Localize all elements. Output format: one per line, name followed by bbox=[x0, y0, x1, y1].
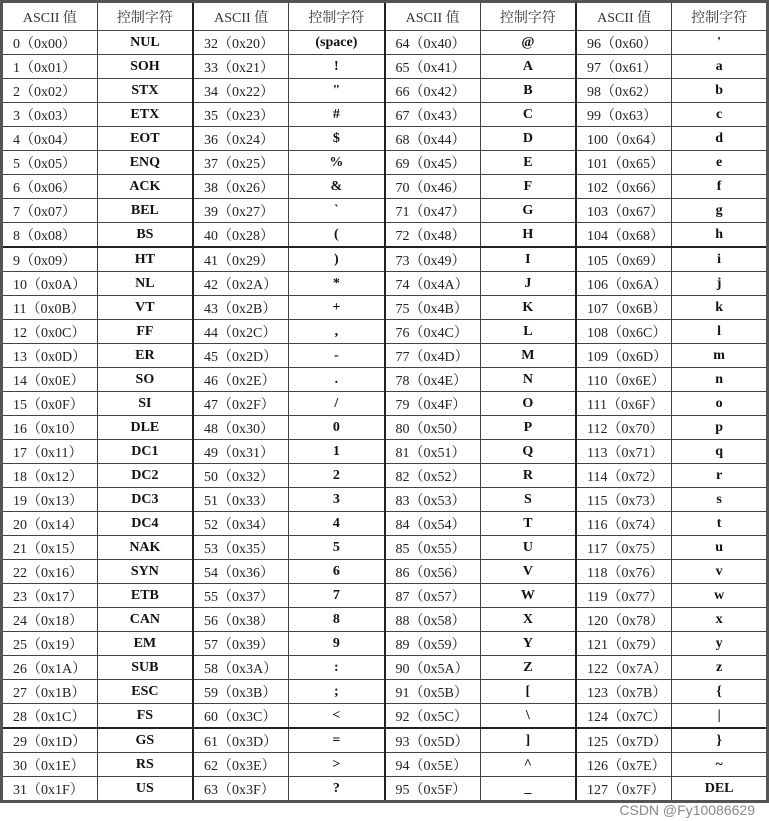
table-row bbox=[2, 151, 768, 175]
table-row bbox=[2, 392, 768, 416]
char-cell: [ bbox=[480, 680, 576, 704]
ascii-value-cell: 47（0x2F） bbox=[193, 392, 289, 416]
ascii-value-cell: 4（0x04） bbox=[2, 127, 98, 151]
ascii-value-cell: 117（0x75） bbox=[576, 536, 672, 560]
char-cell: US bbox=[97, 777, 193, 802]
ascii-value-cell: 3（0x03） bbox=[2, 103, 98, 127]
ascii-value-cell: 38（0x26） bbox=[193, 175, 289, 199]
ascii-value-cell: 71（0x47） bbox=[385, 199, 481, 223]
char-cell: NAK bbox=[97, 536, 193, 560]
char-cell: R bbox=[480, 464, 576, 488]
ascii-value-cell: 13（0x0D） bbox=[2, 344, 98, 368]
table-row bbox=[2, 728, 768, 753]
ascii-value-cell: 66（0x42） bbox=[385, 79, 481, 103]
ascii-value-cell: 28（0x1C） bbox=[2, 704, 98, 729]
ascii-value-cell: 84（0x54） bbox=[385, 512, 481, 536]
char-cell: ! bbox=[289, 55, 385, 79]
table-row bbox=[2, 55, 768, 79]
ascii-value-cell: 35（0x23） bbox=[193, 103, 289, 127]
table-row bbox=[2, 344, 768, 368]
table-row bbox=[2, 512, 768, 536]
char-cell: k bbox=[672, 296, 768, 320]
ascii-value-cell: 126（0x7E） bbox=[576, 753, 672, 777]
char-cell: i bbox=[672, 247, 768, 272]
char-cell: z bbox=[672, 656, 768, 680]
char-cell: ; bbox=[289, 680, 385, 704]
ascii-value-cell: 76（0x4C） bbox=[385, 320, 481, 344]
ascii-value-cell: 86（0x56） bbox=[385, 560, 481, 584]
ascii-value-cell: 33（0x21） bbox=[193, 55, 289, 79]
table-row bbox=[2, 272, 768, 296]
char-cell: } bbox=[672, 728, 768, 753]
ascii-value-cell: 57（0x39） bbox=[193, 632, 289, 656]
ascii-value-cell: 96（0x60） bbox=[576, 31, 672, 55]
char-cell: n bbox=[672, 368, 768, 392]
ascii-value-cell: 43（0x2B） bbox=[193, 296, 289, 320]
ascii-value-cell: 42（0x2A） bbox=[193, 272, 289, 296]
char-cell: y bbox=[672, 632, 768, 656]
char-cell: f bbox=[672, 175, 768, 199]
ascii-value-cell: 29（0x1D） bbox=[2, 728, 98, 753]
char-cell: > bbox=[289, 753, 385, 777]
ascii-value-cell: 125（0x7D） bbox=[576, 728, 672, 753]
char-cell: C bbox=[480, 103, 576, 127]
ascii-value-cell: 6（0x06） bbox=[2, 175, 98, 199]
ascii-value-cell: 14（0x0E） bbox=[2, 368, 98, 392]
char-cell: 0 bbox=[289, 416, 385, 440]
table-row bbox=[2, 680, 768, 704]
ascii-value-cell: 41（0x29） bbox=[193, 247, 289, 272]
ascii-value-cell: 11（0x0B） bbox=[2, 296, 98, 320]
char-cell: L bbox=[480, 320, 576, 344]
ascii-value-cell: 45（0x2D） bbox=[193, 344, 289, 368]
ascii-value-cell: 67（0x43） bbox=[385, 103, 481, 127]
ascii-value-cell: 68（0x44） bbox=[385, 127, 481, 151]
char-cell: o bbox=[672, 392, 768, 416]
ascii-value-cell: 36（0x24） bbox=[193, 127, 289, 151]
header-ascii-value: ASCII 值 bbox=[2, 2, 98, 31]
char-cell: K bbox=[480, 296, 576, 320]
char-cell: DC4 bbox=[97, 512, 193, 536]
char-cell: c bbox=[672, 103, 768, 127]
ascii-value-cell: 65（0x41） bbox=[385, 55, 481, 79]
ascii-value-cell: 89（0x59） bbox=[385, 632, 481, 656]
char-cell: T bbox=[480, 512, 576, 536]
ascii-value-cell: 75（0x4B） bbox=[385, 296, 481, 320]
char-cell: & bbox=[289, 175, 385, 199]
ascii-value-cell: 80（0x50） bbox=[385, 416, 481, 440]
ascii-value-cell: 79（0x4F） bbox=[385, 392, 481, 416]
char-cell: m bbox=[672, 344, 768, 368]
char-cell: I bbox=[480, 247, 576, 272]
header-control-char: 控制字符 bbox=[672, 2, 768, 31]
char-cell: BS bbox=[97, 223, 193, 248]
char-cell: b bbox=[672, 79, 768, 103]
ascii-value-cell: 110（0x6E） bbox=[576, 368, 672, 392]
char-cell: DC3 bbox=[97, 488, 193, 512]
table-row bbox=[2, 656, 768, 680]
char-cell: DC2 bbox=[97, 464, 193, 488]
char-cell: H bbox=[480, 223, 576, 248]
char-cell: | bbox=[672, 704, 768, 729]
char-cell: q bbox=[672, 440, 768, 464]
ascii-value-cell: 113（0x71） bbox=[576, 440, 672, 464]
char-cell: % bbox=[289, 151, 385, 175]
table-row bbox=[2, 368, 768, 392]
ascii-value-cell: 103（0x67） bbox=[576, 199, 672, 223]
char-cell: , bbox=[289, 320, 385, 344]
table-row bbox=[2, 79, 768, 103]
ascii-value-cell: 22（0x16） bbox=[2, 560, 98, 584]
char-cell: STX bbox=[97, 79, 193, 103]
char-cell: h bbox=[672, 223, 768, 248]
ascii-value-cell: 81（0x51） bbox=[385, 440, 481, 464]
char-cell: S bbox=[480, 488, 576, 512]
char-cell: _ bbox=[480, 777, 576, 802]
char-cell: B bbox=[480, 79, 576, 103]
ascii-value-cell: 32（0x20） bbox=[193, 31, 289, 55]
char-cell: M bbox=[480, 344, 576, 368]
ascii-value-cell: 102（0x66） bbox=[576, 175, 672, 199]
char-cell: NUL bbox=[97, 31, 193, 55]
ascii-value-cell: 46（0x2E） bbox=[193, 368, 289, 392]
ascii-value-cell: 37（0x25） bbox=[193, 151, 289, 175]
char-cell: V bbox=[480, 560, 576, 584]
char-cell: - bbox=[289, 344, 385, 368]
table-row bbox=[2, 777, 768, 802]
ascii-value-cell: 60（0x3C） bbox=[193, 704, 289, 729]
ascii-value-cell: 54（0x36） bbox=[193, 560, 289, 584]
ascii-value-cell: 120（0x78） bbox=[576, 608, 672, 632]
ascii-value-cell: 40（0x28） bbox=[193, 223, 289, 248]
ascii-value-cell: 24（0x18） bbox=[2, 608, 98, 632]
char-cell: Q bbox=[480, 440, 576, 464]
char-cell: r bbox=[672, 464, 768, 488]
char-cell: 3 bbox=[289, 488, 385, 512]
char-cell: e bbox=[672, 151, 768, 175]
char-cell: = bbox=[289, 728, 385, 753]
char-cell: SUB bbox=[97, 656, 193, 680]
char-cell: DC1 bbox=[97, 440, 193, 464]
ascii-value-cell: 114（0x72） bbox=[576, 464, 672, 488]
ascii-value-cell: 109（0x6D） bbox=[576, 344, 672, 368]
char-cell: ETB bbox=[97, 584, 193, 608]
char-cell: ETX bbox=[97, 103, 193, 127]
table-row bbox=[2, 416, 768, 440]
char-cell: Z bbox=[480, 656, 576, 680]
ascii-value-cell: 20（0x14） bbox=[2, 512, 98, 536]
ascii-value-cell: 21（0x15） bbox=[2, 536, 98, 560]
header-control-char: 控制字符 bbox=[97, 2, 193, 31]
char-cell: J bbox=[480, 272, 576, 296]
table-row bbox=[2, 488, 768, 512]
char-cell: BEL bbox=[97, 199, 193, 223]
ascii-value-cell: 78（0x4E） bbox=[385, 368, 481, 392]
char-cell: HT bbox=[97, 247, 193, 272]
ascii-value-cell: 119（0x77） bbox=[576, 584, 672, 608]
char-cell: : bbox=[289, 656, 385, 680]
table-row bbox=[2, 127, 768, 151]
ascii-value-cell: 99（0x63） bbox=[576, 103, 672, 127]
char-cell: NL bbox=[97, 272, 193, 296]
table-row bbox=[2, 31, 768, 55]
char-cell: X bbox=[480, 608, 576, 632]
ascii-value-cell: 58（0x3A） bbox=[193, 656, 289, 680]
ascii-value-cell: 112（0x70） bbox=[576, 416, 672, 440]
char-cell: E bbox=[480, 151, 576, 175]
char-cell: { bbox=[672, 680, 768, 704]
ascii-value-cell: 90（0x5A） bbox=[385, 656, 481, 680]
ascii-value-cell: 94（0x5E） bbox=[385, 753, 481, 777]
ascii-value-cell: 31（0x1F） bbox=[2, 777, 98, 802]
ascii-value-cell: 51（0x33） bbox=[193, 488, 289, 512]
table-row bbox=[2, 320, 768, 344]
ascii-value-cell: 108（0x6C） bbox=[576, 320, 672, 344]
char-cell: a bbox=[672, 55, 768, 79]
ascii-value-cell: 62（0x3E） bbox=[193, 753, 289, 777]
ascii-value-cell: 26（0x1A） bbox=[2, 656, 98, 680]
char-cell: t bbox=[672, 512, 768, 536]
char-cell: ENQ bbox=[97, 151, 193, 175]
char-cell: v bbox=[672, 560, 768, 584]
char-cell: 1 bbox=[289, 440, 385, 464]
char-cell: x bbox=[672, 608, 768, 632]
ascii-value-cell: 127（0x7F） bbox=[576, 777, 672, 802]
table-row bbox=[2, 223, 768, 248]
char-cell: ] bbox=[480, 728, 576, 753]
ascii-value-cell: 100（0x64） bbox=[576, 127, 672, 151]
watermark: CSDN @Fy10086629 bbox=[619, 802, 755, 818]
ascii-value-cell: 77（0x4D） bbox=[385, 344, 481, 368]
ascii-value-cell: 0（0x00） bbox=[2, 31, 98, 55]
char-cell: SYN bbox=[97, 560, 193, 584]
ascii-value-cell: 30（0x1E） bbox=[2, 753, 98, 777]
table-row bbox=[2, 753, 768, 777]
char-cell: SOH bbox=[97, 55, 193, 79]
char-cell: \ bbox=[480, 704, 576, 729]
header-control-char: 控制字符 bbox=[480, 2, 576, 31]
char-cell: u bbox=[672, 536, 768, 560]
char-cell: @ bbox=[480, 31, 576, 55]
char-cell: GS bbox=[97, 728, 193, 753]
ascii-value-cell: 124（0x7C） bbox=[576, 704, 672, 729]
char-cell: g bbox=[672, 199, 768, 223]
ascii-value-cell: 64（0x40） bbox=[385, 31, 481, 55]
ascii-value-cell: 98（0x62） bbox=[576, 79, 672, 103]
ascii-value-cell: 50（0x32） bbox=[193, 464, 289, 488]
char-cell: ~ bbox=[672, 753, 768, 777]
table-row bbox=[2, 247, 768, 272]
ascii-value-cell: 48（0x30） bbox=[193, 416, 289, 440]
ascii-value-cell: 9（0x09） bbox=[2, 247, 98, 272]
ascii-value-cell: 69（0x45） bbox=[385, 151, 481, 175]
table-row bbox=[2, 536, 768, 560]
table-row bbox=[2, 608, 768, 632]
char-cell: ^ bbox=[480, 753, 576, 777]
header-ascii-value: ASCII 值 bbox=[576, 2, 672, 31]
ascii-value-cell: 56（0x38） bbox=[193, 608, 289, 632]
ascii-value-cell: 95（0x5F） bbox=[385, 777, 481, 802]
table-row bbox=[2, 704, 768, 729]
char-cell: 9 bbox=[289, 632, 385, 656]
ascii-value-cell: 8（0x08） bbox=[2, 223, 98, 248]
char-cell: p bbox=[672, 416, 768, 440]
ascii-value-cell: 72（0x48） bbox=[385, 223, 481, 248]
char-cell: ' bbox=[672, 31, 768, 55]
ascii-value-cell: 18（0x12） bbox=[2, 464, 98, 488]
ascii-value-cell: 25（0x19） bbox=[2, 632, 98, 656]
char-cell: $ bbox=[289, 127, 385, 151]
header-ascii-value: ASCII 值 bbox=[193, 2, 289, 31]
char-cell: l bbox=[672, 320, 768, 344]
ascii-value-cell: 2（0x02） bbox=[2, 79, 98, 103]
table-row bbox=[2, 464, 768, 488]
char-cell: . bbox=[289, 368, 385, 392]
ascii-value-cell: 61（0x3D） bbox=[193, 728, 289, 753]
ascii-value-cell: 92（0x5C） bbox=[385, 704, 481, 729]
ascii-value-cell: 87（0x57） bbox=[385, 584, 481, 608]
char-cell: F bbox=[480, 175, 576, 199]
char-cell: 7 bbox=[289, 584, 385, 608]
ascii-value-cell: 59（0x3B） bbox=[193, 680, 289, 704]
char-cell: 5 bbox=[289, 536, 385, 560]
ascii-value-cell: 1（0x01） bbox=[2, 55, 98, 79]
ascii-value-cell: 53（0x35） bbox=[193, 536, 289, 560]
char-cell: N bbox=[480, 368, 576, 392]
char-cell: * bbox=[289, 272, 385, 296]
ascii-value-cell: 116（0x74） bbox=[576, 512, 672, 536]
ascii-value-cell: 121（0x79） bbox=[576, 632, 672, 656]
table-row bbox=[2, 103, 768, 127]
ascii-value-cell: 10（0x0A） bbox=[2, 272, 98, 296]
header-row bbox=[2, 2, 768, 31]
char-cell: j bbox=[672, 272, 768, 296]
ascii-value-cell: 85（0x55） bbox=[385, 536, 481, 560]
char-cell: 4 bbox=[289, 512, 385, 536]
ascii-value-cell: 107（0x6B） bbox=[576, 296, 672, 320]
char-cell: ? bbox=[289, 777, 385, 802]
ascii-value-cell: 27（0x1B） bbox=[2, 680, 98, 704]
char-cell: d bbox=[672, 127, 768, 151]
ascii-value-cell: 15（0x0F） bbox=[2, 392, 98, 416]
ascii-value-cell: 52（0x34） bbox=[193, 512, 289, 536]
ascii-value-cell: 93（0x5D） bbox=[385, 728, 481, 753]
table-row bbox=[2, 175, 768, 199]
ascii-value-cell: 44（0x2C） bbox=[193, 320, 289, 344]
ascii-value-cell: 106（0x6A） bbox=[576, 272, 672, 296]
char-cell: ` bbox=[289, 199, 385, 223]
char-cell: DEL bbox=[672, 777, 768, 802]
char-cell: ESC bbox=[97, 680, 193, 704]
ascii-value-cell: 70（0x46） bbox=[385, 175, 481, 199]
char-cell: ) bbox=[289, 247, 385, 272]
ascii-value-cell: 74（0x4A） bbox=[385, 272, 481, 296]
table-row bbox=[2, 199, 768, 223]
char-cell: 8 bbox=[289, 608, 385, 632]
header-ascii-value: ASCII 值 bbox=[385, 2, 481, 31]
char-cell: P bbox=[480, 416, 576, 440]
ascii-value-cell: 82（0x52） bbox=[385, 464, 481, 488]
ascii-value-cell: 88（0x58） bbox=[385, 608, 481, 632]
char-cell: 6 bbox=[289, 560, 385, 584]
ascii-value-cell: 122（0x7A） bbox=[576, 656, 672, 680]
char-cell: " bbox=[289, 79, 385, 103]
ascii-value-cell: 63（0x3F） bbox=[193, 777, 289, 802]
char-cell: G bbox=[480, 199, 576, 223]
char-cell: U bbox=[480, 536, 576, 560]
ascii-value-cell: 111（0x6F） bbox=[576, 392, 672, 416]
char-cell: ER bbox=[97, 344, 193, 368]
char-cell: CAN bbox=[97, 608, 193, 632]
ascii-value-cell: 115（0x73） bbox=[576, 488, 672, 512]
ascii-value-cell: 91（0x5B） bbox=[385, 680, 481, 704]
char-cell: DLE bbox=[97, 416, 193, 440]
ascii-value-cell: 73（0x49） bbox=[385, 247, 481, 272]
char-cell: SO bbox=[97, 368, 193, 392]
char-cell: FS bbox=[97, 704, 193, 729]
header-control-char: 控制字符 bbox=[289, 2, 385, 31]
char-cell: EM bbox=[97, 632, 193, 656]
char-cell: < bbox=[289, 704, 385, 729]
ascii-value-cell: 5（0x05） bbox=[2, 151, 98, 175]
table-row bbox=[2, 296, 768, 320]
char-cell: RS bbox=[97, 753, 193, 777]
ascii-value-cell: 101（0x65） bbox=[576, 151, 672, 175]
ascii-value-cell: 49（0x31） bbox=[193, 440, 289, 464]
char-cell: Y bbox=[480, 632, 576, 656]
ascii-value-cell: 39（0x27） bbox=[193, 199, 289, 223]
ascii-value-cell: 83（0x53） bbox=[385, 488, 481, 512]
ascii-value-cell: 34（0x22） bbox=[193, 79, 289, 103]
char-cell: EOT bbox=[97, 127, 193, 151]
table-row bbox=[2, 440, 768, 464]
ascii-value-cell: 123（0x7B） bbox=[576, 680, 672, 704]
char-cell: FF bbox=[97, 320, 193, 344]
ascii-value-cell: 16（0x10） bbox=[2, 416, 98, 440]
char-cell: D bbox=[480, 127, 576, 151]
char-cell: + bbox=[289, 296, 385, 320]
ascii-value-cell: 55（0x37） bbox=[193, 584, 289, 608]
ascii-value-cell: 118（0x76） bbox=[576, 560, 672, 584]
char-cell: SI bbox=[97, 392, 193, 416]
ascii-value-cell: 17（0x11） bbox=[2, 440, 98, 464]
char-cell: # bbox=[289, 103, 385, 127]
char-cell: s bbox=[672, 488, 768, 512]
table-row bbox=[2, 584, 768, 608]
char-cell: / bbox=[289, 392, 385, 416]
table-row bbox=[2, 632, 768, 656]
ascii-value-cell: 23（0x17） bbox=[2, 584, 98, 608]
ascii-value-cell: 7（0x07） bbox=[2, 199, 98, 223]
char-cell: VT bbox=[97, 296, 193, 320]
char-cell: w bbox=[672, 584, 768, 608]
ascii-value-cell: 97（0x61） bbox=[576, 55, 672, 79]
char-cell: O bbox=[480, 392, 576, 416]
char-cell: W bbox=[480, 584, 576, 608]
ascii-value-cell: 105（0x69） bbox=[576, 247, 672, 272]
ascii-value-cell: 104（0x68） bbox=[576, 223, 672, 248]
char-cell: 2 bbox=[289, 464, 385, 488]
char-cell: ( bbox=[289, 223, 385, 248]
table-row bbox=[2, 560, 768, 584]
ascii-value-cell: 19（0x13） bbox=[2, 488, 98, 512]
char-cell: (space) bbox=[289, 31, 385, 55]
char-cell: A bbox=[480, 55, 576, 79]
ascii-value-cell: 12（0x0C） bbox=[2, 320, 98, 344]
char-cell: ACK bbox=[97, 175, 193, 199]
